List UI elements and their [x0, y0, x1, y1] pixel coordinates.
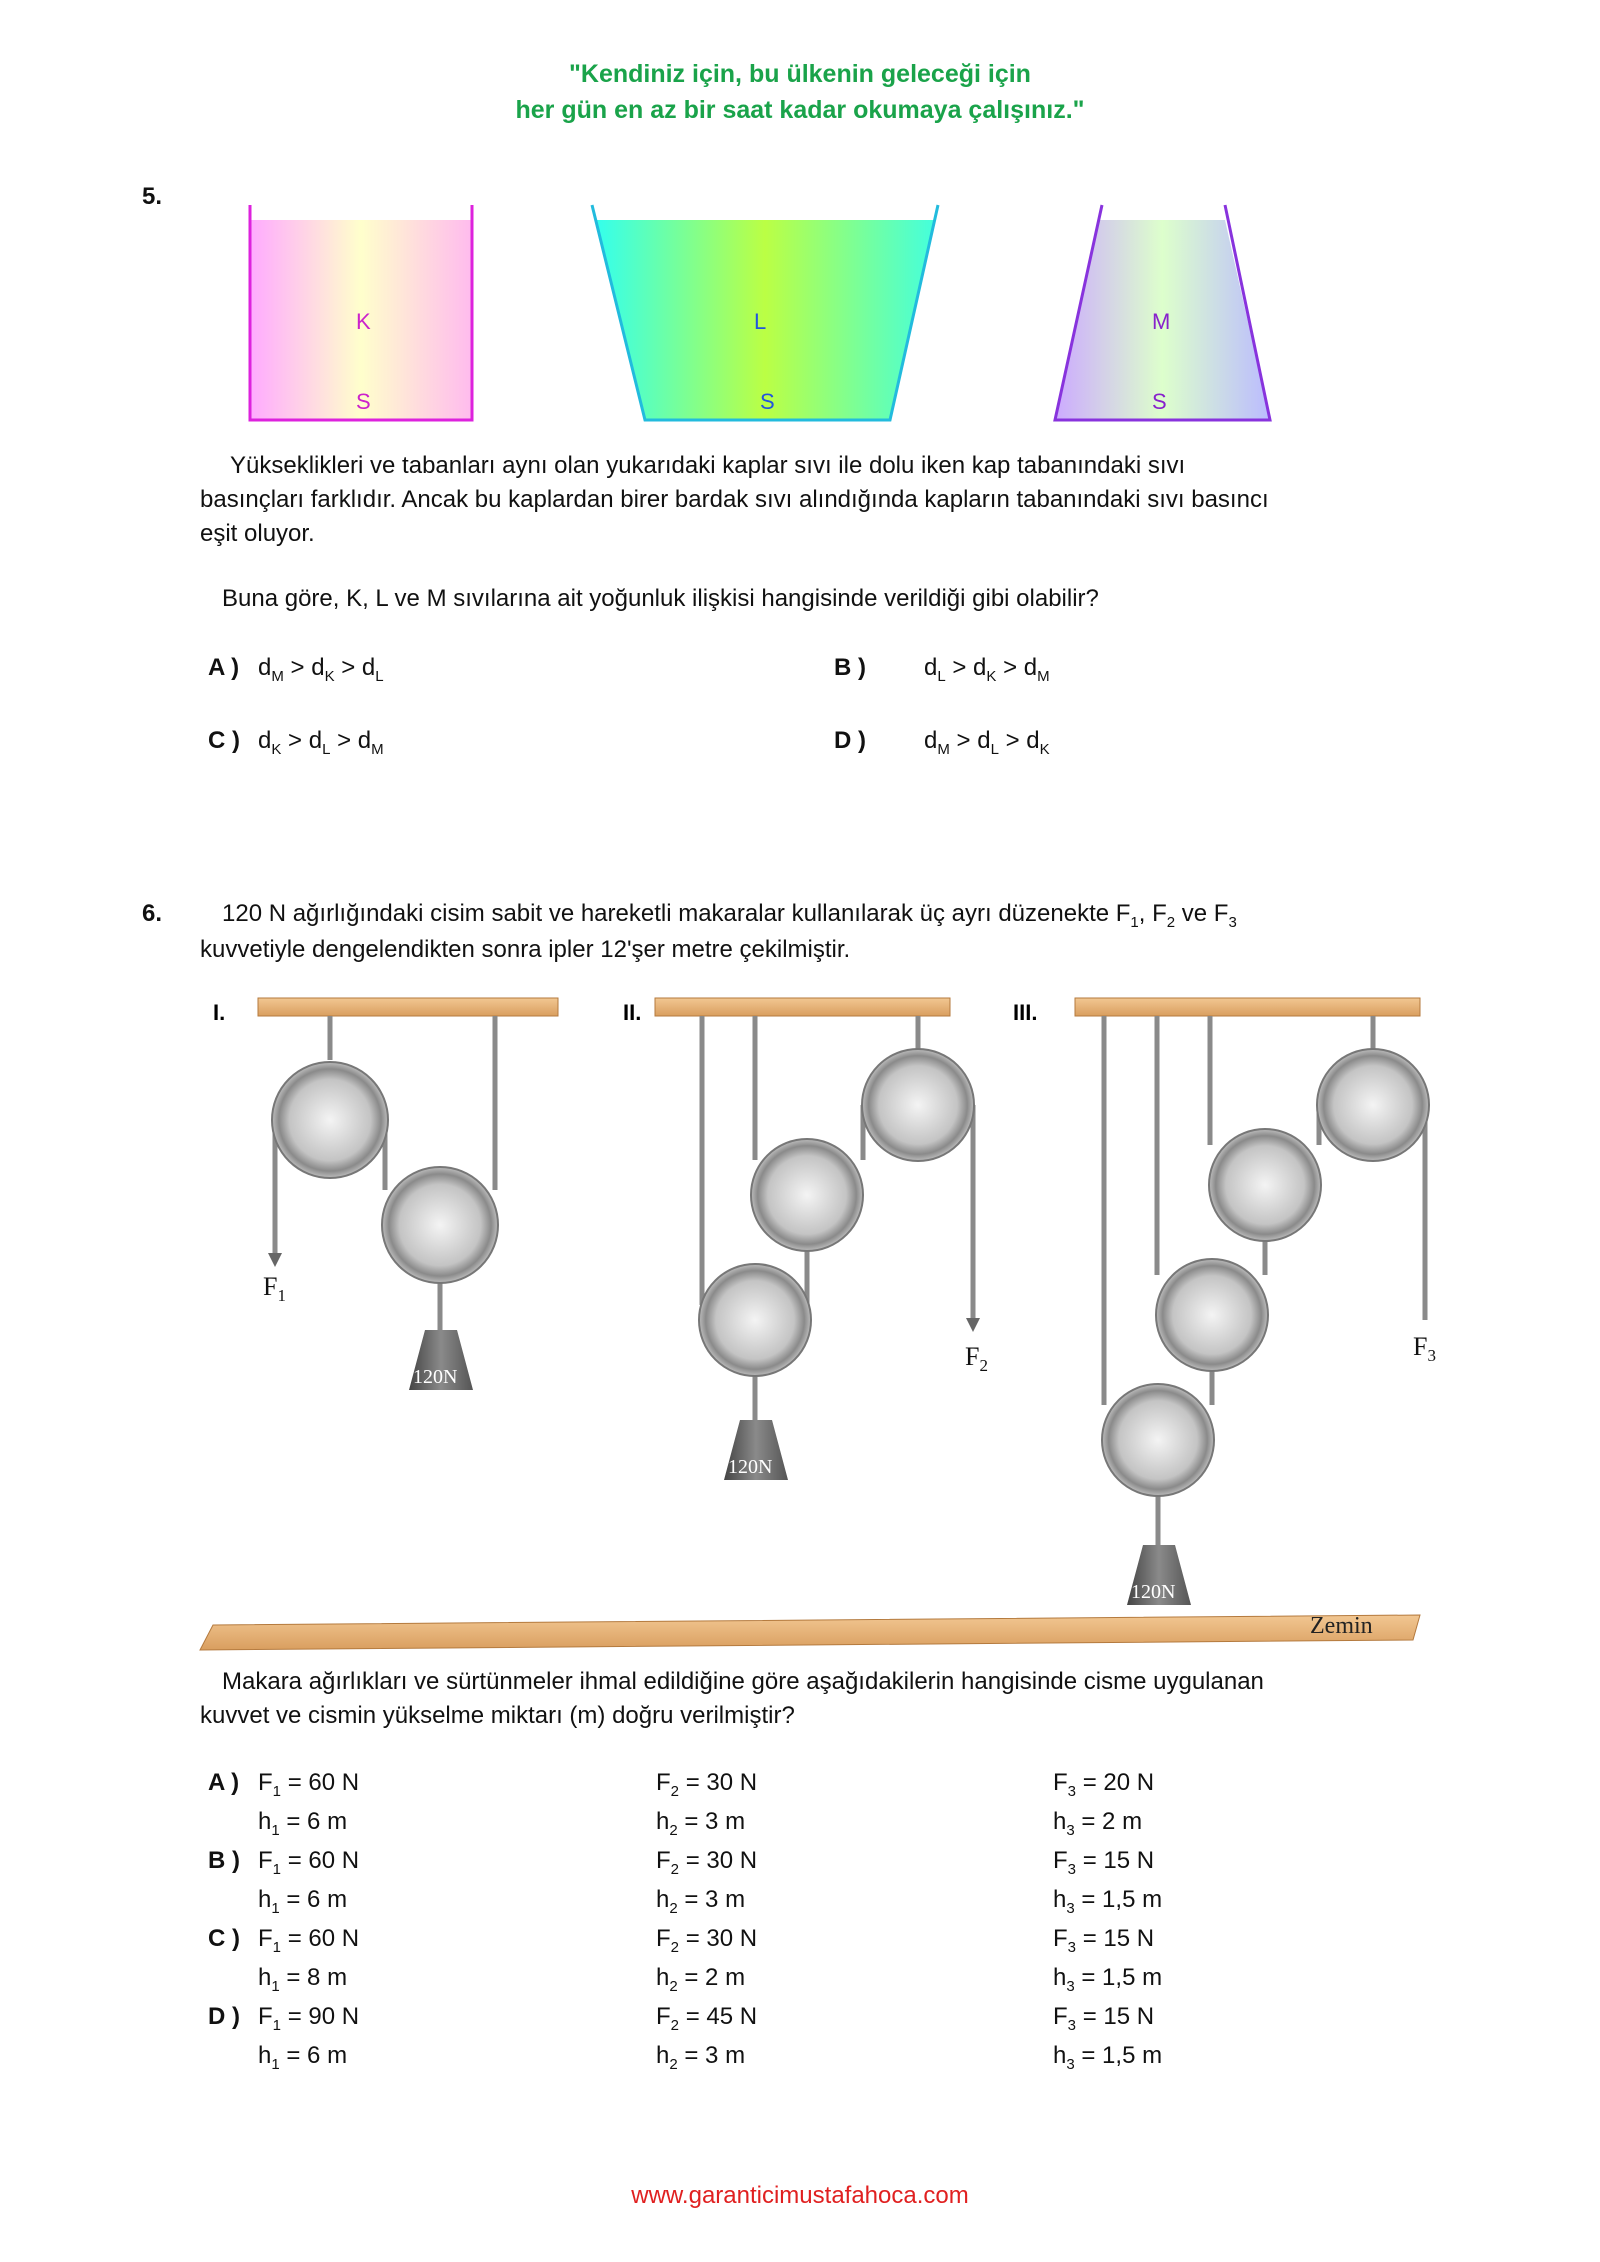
q6-option-a[interactable]: A ) $F_1 = 60$ N $F_2 = 30$ N $F_3 = 20$ N	[208, 1763, 1308, 1802]
liquid-l-label: L	[754, 309, 767, 334]
ceiling-beam-1	[258, 998, 558, 1016]
containers-figure	[240, 200, 1300, 430]
question-6-prompt	[200, 1665, 1440, 1733]
question-6-number: 6.	[142, 900, 163, 927]
pulley-moving-2b	[699, 1264, 811, 1376]
option-label: B )	[834, 654, 866, 681]
motto-quote	[0, 56, 1600, 128]
q5-option-b[interactable]: B ) $d_L > d_K > d_M$	[834, 654, 1050, 685]
question-5-line-1: Yükseklikleri ve tabanları aynı olan yukarıdaki kaplar sıvı ile dolu iken kap tabanındaki sıvı	[230, 452, 1186, 479]
ceiling-beam-3	[1075, 998, 1420, 1016]
q6-option-c-heights: $h_1 = 8$ m $h_2 = 2$ m $h_3 = 1,5$ m	[258, 1964, 1163, 1995]
question-5-line-2: basınçları farklıdır. Ancak bu kaplardan birer bardak sıvı alındığında kapların tabanındaki sıvı basıncı	[200, 486, 1269, 513]
f1-label: $F_1$	[263, 1272, 286, 1305]
pulley-moving-2a	[751, 1139, 863, 1251]
f2-label: $F_2$	[965, 1342, 988, 1375]
pulleys	[272, 1049, 1429, 1496]
question-5-number: 5.	[142, 183, 163, 210]
option-label: D )	[834, 727, 866, 754]
motto-line-1: "Kendiniz için, bu ülkenin geleceği için	[569, 60, 1031, 88]
force-arrows	[268, 1253, 980, 1332]
liquid-m-label: M	[1152, 309, 1171, 334]
footer-url[interactable]: www.garanticimustafahoca.com	[631, 2182, 969, 2209]
pulley-fixed-3	[1317, 1049, 1429, 1161]
q5-option-c[interactable]: C ) $d_K > d_L > d_M$	[208, 727, 384, 758]
setup-1-label: I.	[213, 1000, 226, 1025]
question-6-prompt-line-1: Makara ağırlıkları ve sürtünmeler ihmal edildiğine göre aşağıdakilerin hangisinde cisme uygulanan	[222, 1668, 1264, 1695]
weight-2-label: 120N	[728, 1456, 773, 1478]
question-5-prompt: Buna göre, K, L ve M sıvılarına ait yoğunluk ilişkisi hangisinde verildiği gibi olabilir?	[222, 585, 1099, 612]
pulley-systems-figure	[195, 985, 1436, 1660]
q5-option-a[interactable]: A ) $d_M > d_K > d_L$	[208, 654, 384, 685]
question-6-prompt-line-2: kuvvet ve cismin yükselme miktarı (m) doğru verilmiştir?	[200, 1702, 795, 1729]
base-area-l-label: S	[760, 389, 775, 414]
f3-label: $F_3$	[1413, 1332, 1436, 1365]
question-5-text	[200, 449, 1440, 551]
arrow-f1	[268, 1253, 282, 1267]
option-label: A )	[208, 654, 240, 681]
pulley-fixed-2	[862, 1049, 974, 1161]
setup-3-label: III.	[1013, 1000, 1038, 1025]
q6-option-b-heights: $h_1 = 6$ m $h_2 = 3$ m $h_3 = 1,5$ m	[258, 1886, 1163, 1917]
weight-1-label: 120N	[413, 1366, 458, 1388]
q6-option-c[interactable]: C ) $F_1 = 60$ N $F_2 = 30$ N $F_3 = 15$ N	[208, 1919, 1308, 1958]
pulley-moving-3b	[1156, 1259, 1268, 1371]
option-label: A )	[208, 1769, 240, 1796]
q6-option-d[interactable]: D ) $F_1 = 90$ N $F_2 = 45$ N $F_3 = 15$ N	[208, 1997, 1308, 2036]
question-6-line-2: kuvvetiyle dengelendikten sonra ipler 12'şer metre çekilmiştir.	[200, 936, 851, 963]
pulley-fixed-1	[272, 1062, 388, 1178]
q6-option-a-heights: $h_1 = 6$ m $h_2 = 3$ m $h_3 = 2$ m	[258, 1808, 1143, 1839]
arrow-f2	[966, 1318, 980, 1332]
liquid-k-label: K	[356, 309, 371, 334]
q6-option-b[interactable]: B ) $F_1 = 60$ N $F_2 = 30$ N $F_3 = 15$ N	[208, 1841, 1308, 1880]
option-label: C )	[208, 1925, 240, 1952]
base-area-k-label: S	[356, 389, 371, 414]
ceiling-beam-2	[655, 998, 950, 1016]
pulley-moving-1	[382, 1167, 498, 1283]
base-area-m-label: S	[1152, 389, 1167, 414]
motto-line-2: her gün en az bir saat kadar okumaya çalışınız."	[515, 96, 1085, 124]
q6-options	[208, 1763, 1308, 2083]
q5-option-d[interactable]: D ) $d_M > d_L > d_K$	[834, 727, 1050, 758]
q6-option-d-heights: $h_1 = 6$ m $h_2 = 3$ m $h_3 = 1,5$ m	[258, 2042, 1163, 2073]
pulley-moving-3a	[1209, 1129, 1321, 1241]
question-5-line-3: eşit oluyor.	[200, 520, 315, 547]
ground	[200, 1615, 1420, 1650]
option-label: B )	[208, 1847, 240, 1874]
option-label: D )	[208, 2003, 240, 2030]
option-label: C )	[208, 727, 240, 754]
ground-label: Zemin	[1310, 1613, 1373, 1639]
question-6-line-1: 120 N ağırlığındaki cisim sabit ve hareketli makaralar kullanılarak üç ayrı düzenekte $F_1$, $F_2$ ve $F_3$	[222, 900, 1237, 931]
weight-3-label: 120N	[1131, 1581, 1176, 1603]
pulley-moving-3c	[1102, 1384, 1214, 1496]
setup-2-label: II.	[623, 1000, 642, 1025]
